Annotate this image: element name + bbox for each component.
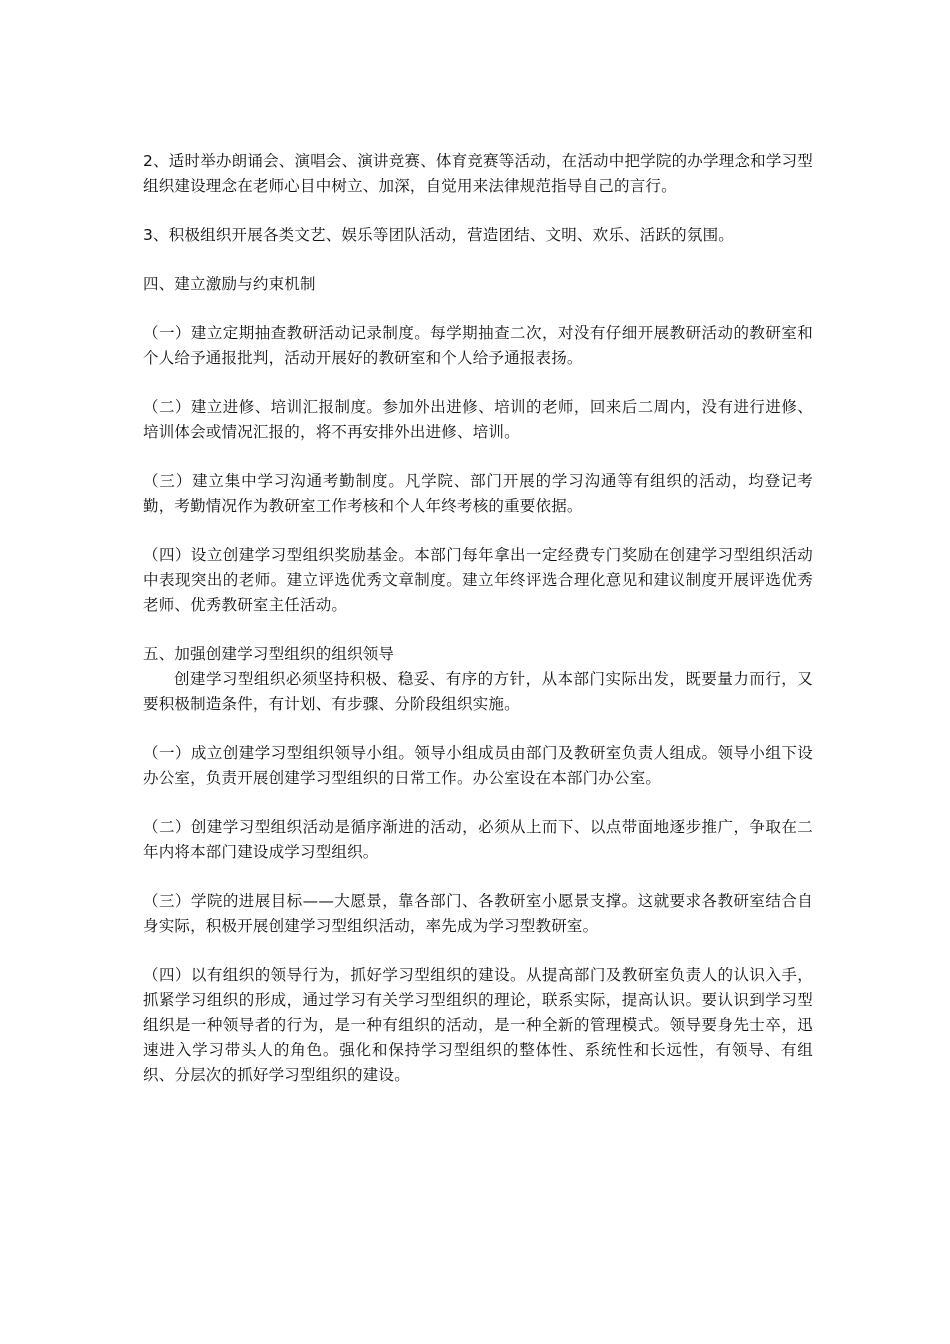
paragraph-activities-item-2: 2、适时举办朗诵会、演唱会、演讲竞赛、体育竞赛等活动，在活动中把学院的办学理念和学习型组织建设理念在老师心目中树立、加深，自觉用来法律规范指导自己的言行。 bbox=[143, 152, 813, 195]
paragraph-5-3: （三）学院的进展目标——大愿景，靠各部门、各教研室小愿景支撑。这就要求各教研室结合自身实际，积极开展创建学习型组织活动，率先成为学习型教研室。 bbox=[143, 892, 813, 935]
paragraph-4-3: （三）建立集中学习沟通考勤制度。凡学院、部门开展的学习沟通等有组织的活动，均登记考勤，考勤情况作为教研室工作考核和个人年终考核的重要依据。 bbox=[143, 472, 813, 515]
paragraph-5-4: （四）以有组织的领导行为，抓好学习型组织的建设。从提高部门及教研室负责人的认识入手，抓紧学习组织的形成，通过学习有关学习型组织的理论，联系实际，提高认识。要认识到学习型组织是一种领导者的行为，是一种有组织的活动，是一种全新的管理模式。领导要身先士卒，迅速进入学习带头人的角色。强化和保持学习型组织的整体性、系统性和长远性，有领导、有组织、分层次的抓好学习型组织的建设。 bbox=[143, 966, 813, 1084]
paragraph-4-1: （一）建立定期抽查教研活动记录制度。每学期抽查二次，对没有仔细开展教研活动的教研室和个人给予通报批判，活动开展好的教研室和个人给予通报表扬。 bbox=[143, 324, 813, 367]
paragraph-5-intro: 创建学习型组织必须坚持积极、稳妥、有序的方针，从本部门实际出发，既要量力而行，又要积极制造条件，有计划、有步骤、分阶段组织实施。 bbox=[143, 670, 813, 713]
paragraph-activities-item-3: 3、积极组织开展各类文艺、娱乐等团队活动，营造团结、文明、欢乐、活跃的氛围。 bbox=[143, 226, 734, 244]
document-body bbox=[143, 149, 813, 1112]
paragraph-4-2: （二）建立进修、培训汇报制度。参加外出进修、培训的老师，回来后二周内，没有进行进修、培训体会或情况汇报的，将不再安排外出进修、培训。 bbox=[143, 398, 813, 441]
section-heading-5: 五、加强创建学习型组织的组织领导 bbox=[143, 645, 395, 663]
paragraph-5-2: （二）创建学习型组织活动是循序渐进的活动，必须从上而下、以点带面地逐步推广，争取在二年内将本部门建设成学习型组织。 bbox=[143, 818, 813, 861]
section-heading-4: 四、建立激励与约束机制 bbox=[143, 275, 316, 293]
paragraph-5-1: （一）成立创建学习型组织领导小组。领导小组成员由部门及教研室负责人组成。领导小组下设办公室，负责开展创建学习型组织的日常工作。办公室设在本部门办公室。 bbox=[143, 744, 813, 787]
paragraph-4-4: （四）设立创建学习型组织奖励基金。本部门每年拿出一定经费专门奖励在创建学习型组织活动中表现突出的老师。建立评选优秀文章制度。建立年终评选合理化意见和建议制度开展评选优秀老师、优秀教研室主任活动。 bbox=[143, 546, 813, 614]
